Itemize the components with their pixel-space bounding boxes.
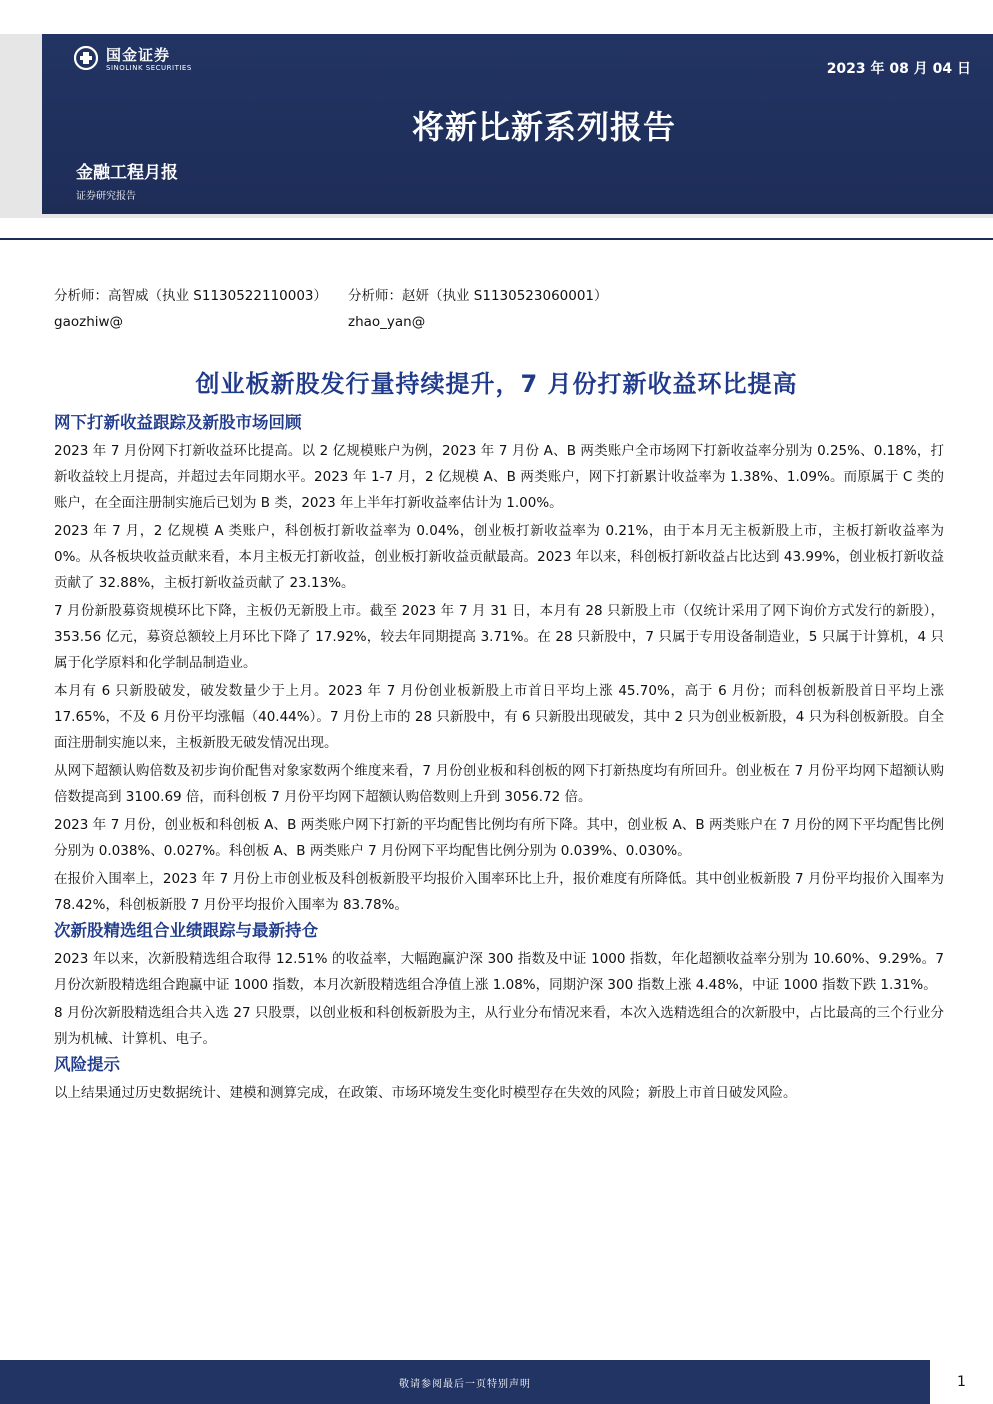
paragraph: 以上结果通过历史数据统计、建模和测算完成，在政策、市场环境发生变化时模型存在失效的风险；新股上市首日破发风险。 [54, 1085, 797, 1101]
report-date: 2023 年 08 月 04 日 [826, 61, 971, 77]
header-divider [0, 238, 993, 240]
report-category: 证券研究报告 [76, 191, 136, 202]
logo-text-cn: 国金证券 [106, 46, 171, 64]
footer-disclaimer: 敬请参阅最后一页特别声明 [399, 1379, 531, 1390]
series-title: 将新比新系列报告 [412, 108, 677, 146]
section-risk [54, 1054, 944, 1106]
section-ipo-review [54, 412, 944, 918]
logo-text-en: SINOLINK SECURITIES [106, 64, 192, 72]
section-heading: 次新股精选组合业绩跟踪与最新持仓 [54, 921, 318, 940]
analyst-1: 分析师：高智威（执业 S1130522110003） [54, 288, 328, 304]
analyst-1-email[interactable]: gaozhiw@ [54, 314, 124, 330]
paragraph: 2023 年 7 月份，创业板和科创板 A、B 两类账户网下打新的平均配售比例均有所下降。其中，创业板 A、B 两类账户在 7 月份的网下平均配售比例分别为 0.038%、0.027%。科创板 A、B 两类账户 7 月份网下平均配售比例分别为 0.039%、0.030%。 [54, 817, 944, 859]
company-logo [74, 44, 224, 78]
section-portfolio [54, 920, 944, 1052]
paragraph: 2023 年 7 月份网下打新收益环比提高。以 2 亿规模账户为例，2023 年 7 月份 A、B 两类账户全市场网下打新收益率分别为 0.25%、0.18%，打新收益较上月提高，并超过去年同期水平。2023 年 1-7 月，2 亿规模 A、B 两类账户，网下打新累计收益率为 1.38%、1.09%。而原属于 C 类的账户，在全面注册制实施后已划为 B 类，2023 年上半年打新收益率估计为 1.00%。 [54, 443, 944, 511]
main-title: 创业板新股发行量持续提升，7 月份打新收益环比提高 [195, 370, 798, 398]
sinolink-logo-icon [74, 46, 98, 70]
paragraph: 7 月份新股募资规模环比下降，主板仍无新股上市。截至 2023 年 7 月 31 日，本月有 28 只新股上市（仅统计采用了网下询价方式发行的新股），353.56 亿元，募资总额较上月环比下降了 17.92%，较去年同期提高 3.71%。在 28 只新股中，7 只属于专用设备制造业，5 只属于计算机，4 只属于化学原料和化学制品制造业。 [54, 603, 944, 671]
paragraph: 2023 年以来，次新股精选组合取得 12.51% 的收益率，大幅跑赢沪深 300 指数及中证 1000 指数，年化超额收益率分别为 10.60%、9.29%。7 月份次新股精选组合跑赢中证 1000 指数，本月次新股精选组合净值上涨 1.08%，同期沪深 300 指数上涨 4.48%，中证 1000 指数下跌 1.31%。 [54, 951, 944, 993]
paragraph: 从网下超额认购倍数及初步询价配售对象家数两个维度来看，7 月份创业板和科创板的网下打新热度均有所回升。创业板在 7 月份平均网下超额认购倍数提高到 3100.69 倍，而科创板 7 月份平均网下超额认购倍数则上升到 3056.72 倍。 [54, 763, 944, 805]
section-heading: 风险提示 [54, 1055, 120, 1074]
page-footer [0, 1360, 993, 1404]
paragraph: 本月有 6 只新股破发，破发数量少于上月。2023 年 7 月份创业板新股上市首日平均上涨 45.70%，高于 6 月份；而科创板新股首日平均上涨 17.65%，不及 6 月份平均涨幅（40.44%）。7 月份上市的 28 只新股中，有 6 只新股出现破发，其中 2 只为创业板新股，4 只为科创板新股。自全面注册制实施以来，主板新股无破发情况出现。 [54, 683, 944, 751]
page-number: 1 [930, 1360, 993, 1404]
report-body [54, 412, 944, 1108]
paragraph: 8 月份次新股精选组合共入选 27 只股票，以创业板和科创板新股为主，从行业分布情况来看，本次入选精选组合的次新股中，占比最高的三个行业分别为机械、计算机、电子。 [54, 1005, 944, 1047]
analyst-2-email[interactable]: zhao_yan@ [348, 314, 426, 330]
analyst-2: 分析师：赵妍（执业 S1130523060001） [348, 288, 608, 304]
section-heading: 网下打新收益跟踪及新股市场回顾 [54, 413, 302, 432]
report-type: 金融工程月报 [76, 163, 178, 183]
paragraph: 在报价入围率上，2023 年 7 月份上市创业板及科创板新股平均报价入围率环比上升，报价难度有所降低。其中创业板新股 7 月份平均报价入围率为 78.42%，科创板新股 7 月份平均报价入围率为 83.78%。 [54, 871, 944, 913]
paragraph: 2023 年 7 月，2 亿规模 A 类账户，科创板打新收益率为 0.04%，创业板打新收益率为 0.21%，由于本月无主板新股上市，主板打新收益率为 0%。从各板块收益贡献来看，本月主板无打新收益，创业板打新收益贡献最高。2023 年以来，科创板打新收益占比达到 43.99%，创业板打新收益贡献了 32.88%，主板打新收益贡献了 23.13%。 [54, 523, 944, 591]
